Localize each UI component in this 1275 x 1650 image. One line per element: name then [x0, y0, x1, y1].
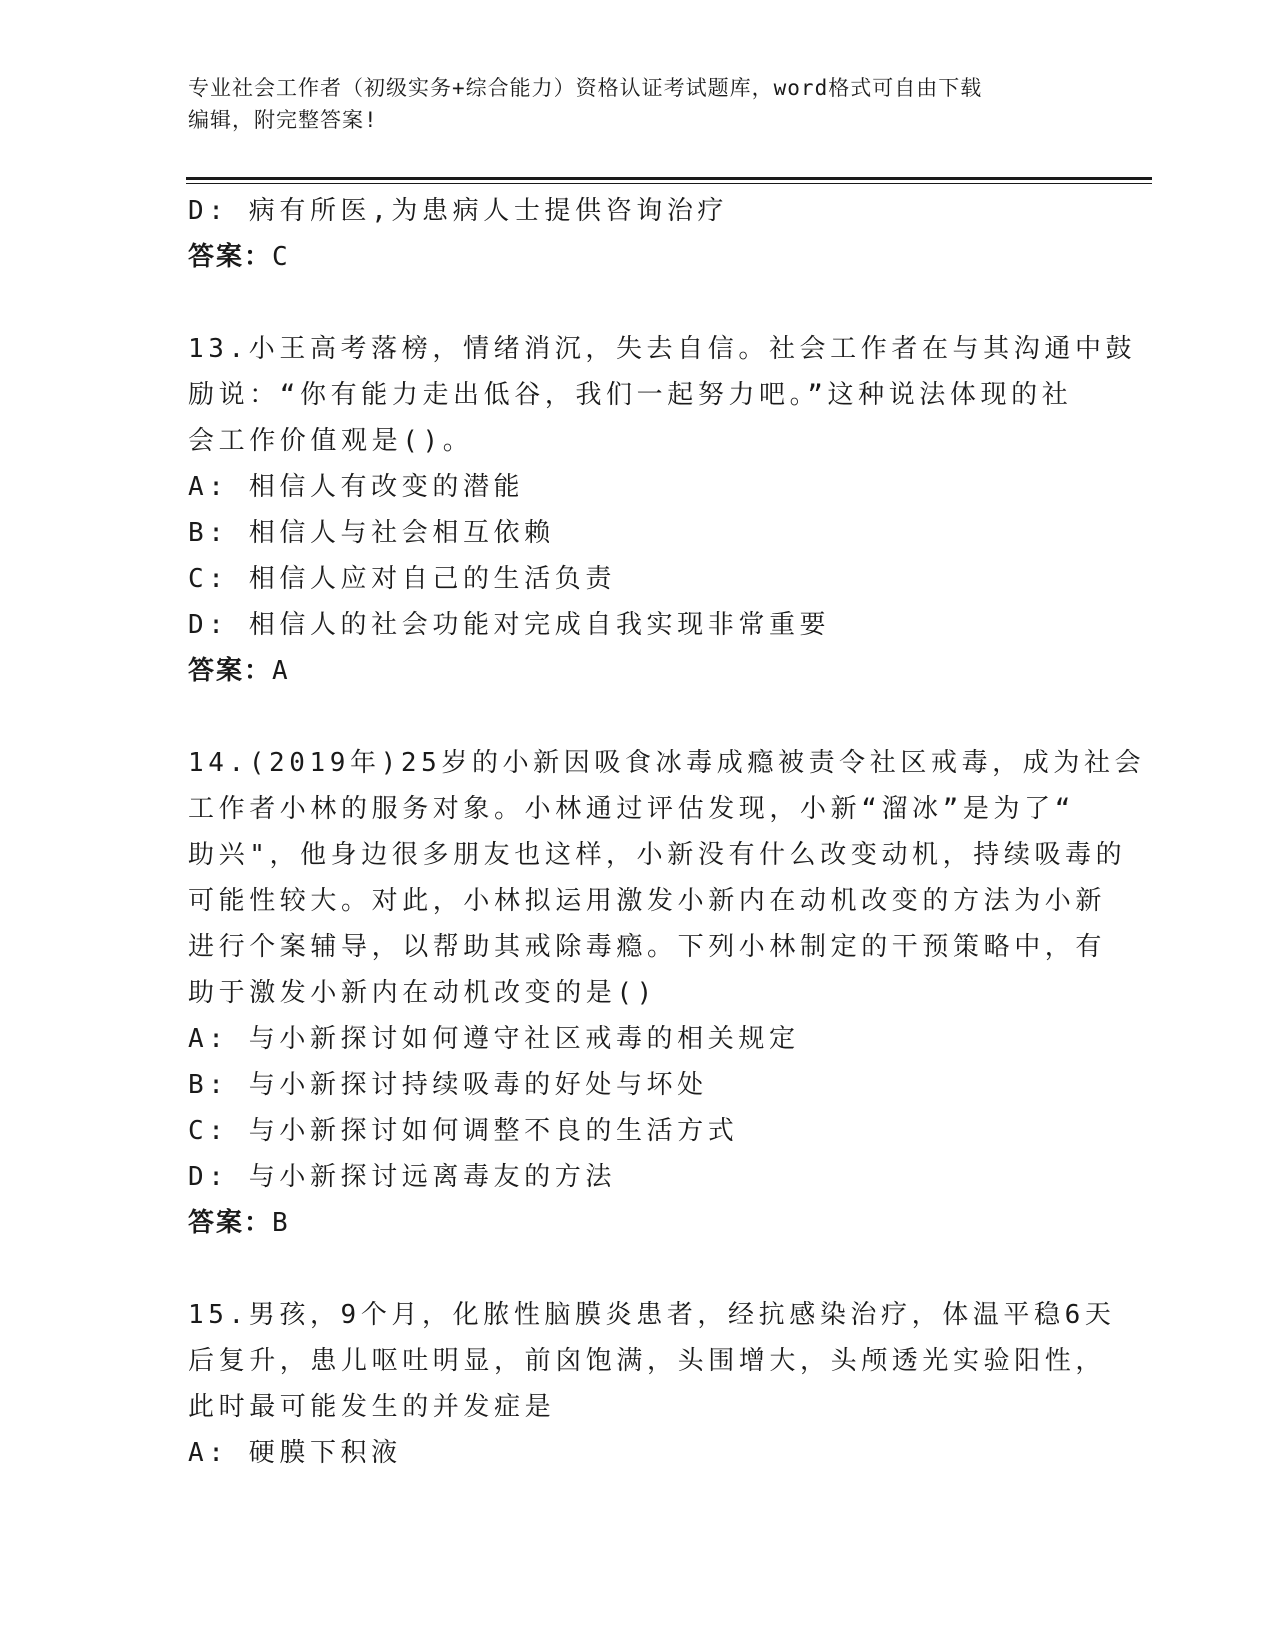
option-a: A: 相信人有改变的潜能: [188, 472, 525, 502]
option-d: D: 与小新探讨远离毒友的方法: [188, 1162, 616, 1192]
header-line-1: 专业社会工作者（初级实务+综合能力）资格认证考试题库，word格式可自由下载: [188, 76, 983, 100]
question-spacer: [188, 280, 1088, 326]
option-d: D: 病有所医,为患病人士提供咨询治疗: [188, 196, 729, 226]
answer-line: [188, 1200, 1088, 1246]
question-stem-line: 会工作价值观是()。: [188, 426, 474, 456]
answer-label: 答案：: [188, 242, 273, 272]
question-14: [188, 740, 1146, 1246]
answer-label: 答案：: [188, 1208, 273, 1238]
answer-value: B: [272, 1208, 290, 1238]
question-stem-line: 工作者小林的服务对象。小林通过评估发现，小新“溜冰”是为了“: [188, 794, 1075, 824]
option-a: A: 硬膜下积液: [188, 1438, 402, 1468]
question-stem-line: 15.男孩，9个月，化脓性脑膜炎患者，经抗感染治疗，体温平稳6天: [188, 1300, 1116, 1330]
option-c: C: 相信人应对自己的生活负责: [188, 564, 616, 594]
header-divider-thick: [186, 177, 1152, 180]
question-spacer: [188, 694, 1088, 740]
question-12-tail: [188, 188, 1088, 280]
question-stem-line: 可能性较大。对此，小林拟运用激发小新内在动机改变的方法为小新: [188, 886, 1107, 916]
question-stem-line: 后复升，患儿呕吐明显，前囟饱满，头围增大，头颅透光实验阳性，: [188, 1346, 1107, 1376]
option-a: A: 与小新探讨如何遵守社区戒毒的相关规定: [188, 1024, 800, 1054]
question-stem-line: 14.(2019年)25岁的小新因吸食冰毒成瘾被责令社区戒毒，成为社会: [188, 748, 1146, 778]
question-15: [188, 1292, 1116, 1476]
option-b: B: 与小新探讨持续吸毒的好处与坏处: [188, 1070, 708, 1100]
header-line-2: 编辑，附完整答案!: [188, 108, 378, 132]
page-header: [188, 72, 1088, 136]
answer-value: A: [272, 656, 290, 686]
answer-value: C: [272, 242, 290, 272]
question-stem-line: 助于激发小新内在动机改变的是(): [188, 978, 657, 1008]
question-spacer: [188, 1246, 1088, 1292]
question-stem-line: 13.小王高考落榜，情绪消沉，失去自信。社会工作者在与其沟通中鼓: [188, 334, 1137, 364]
answer-line: [188, 234, 1088, 280]
question-13: [188, 326, 1137, 694]
option-b: B: 相信人与社会相互依赖: [188, 518, 555, 548]
question-stem-line: 进行个案辅导，以帮助其戒除毒瘾。下列小林制定的干预策略中，有: [188, 932, 1107, 962]
option-d: D: 相信人的社会功能对完成自我实现非常重要: [188, 610, 831, 640]
question-stem-line: 助兴"，他身边很多朋友也这样，小新没有什么改变动机，持续吸毒的: [188, 840, 1127, 870]
option-c: C: 与小新探讨如何调整不良的生活方式: [188, 1116, 739, 1146]
answer-line: [188, 648, 1088, 694]
question-stem-line: 励说：“你有能力走出低谷，我们一起努力吧。”这种说法体现的社: [188, 380, 1073, 410]
question-list: [188, 188, 1146, 1476]
question-stem-line: 此时最可能发生的并发症是: [188, 1392, 556, 1422]
answer-label: 答案：: [188, 656, 273, 686]
header-divider-thin: [186, 183, 1152, 184]
